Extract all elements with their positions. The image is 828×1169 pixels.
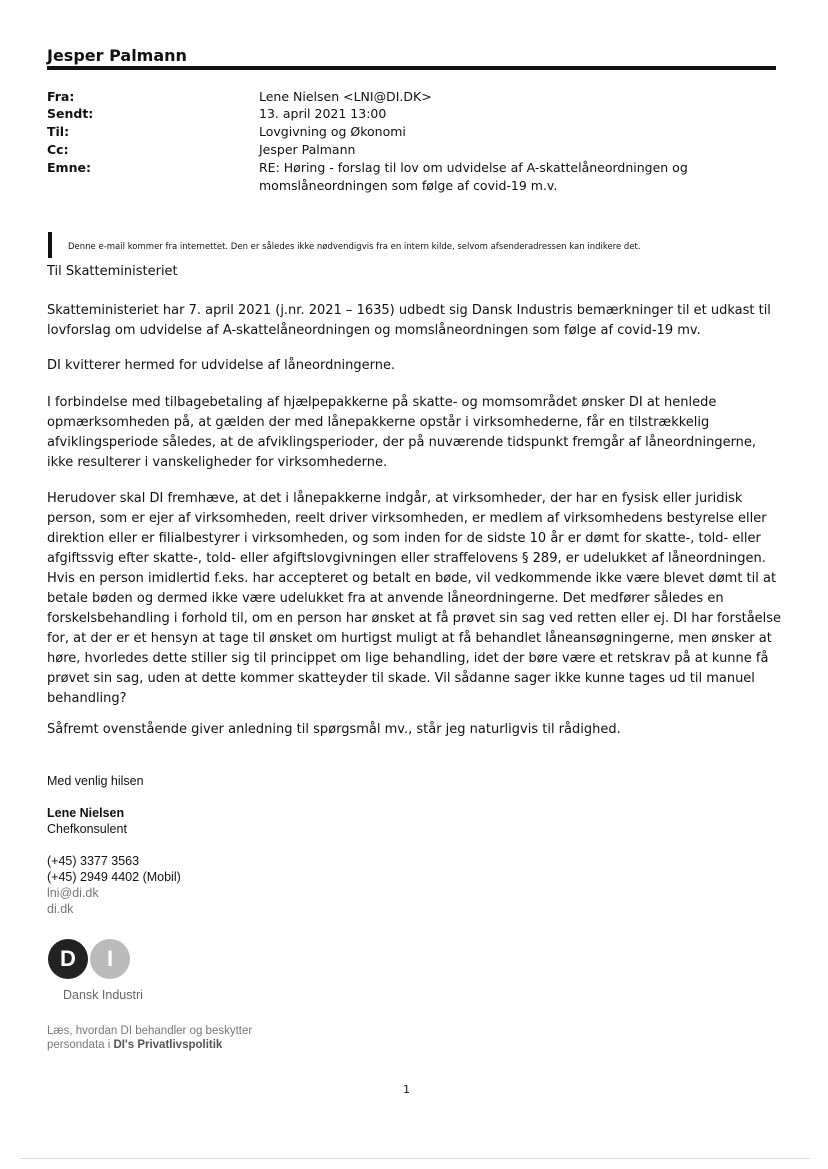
sent-value: 13. april 2021 13:00 — [259, 106, 387, 121]
cc-label: Cc: — [47, 142, 69, 157]
privacy-prefix: persondata i — [47, 1039, 114, 1051]
di-logo-d — [48, 939, 88, 979]
privacy-notice — [47, 1024, 252, 1052]
page-bottom-rule — [20, 1158, 810, 1159]
body-paragraph: I forbindelse med tilbagebetaling af hjælpepakkerne på skatte- og momsområdet ønsker DI at henlede opmærksomheden på, at gælden der med lånepakkerne opstår i virksomhederne, får en tilstrækkelig afviklingsperiode således, at de afviklingsperioder, der på nuværende tidspunkt fremgår af låneordningerne, ikke resulterer i vanskeligheder for virksomhederne. — [47, 395, 757, 470]
page-number: 1 — [403, 1083, 410, 1096]
privacy-line2 — [47, 1038, 252, 1052]
logo-caption: Dansk Industri — [63, 988, 143, 1002]
salutation: Til Skatteministeriet — [47, 264, 178, 279]
sender-name: Lene Nielsen — [47, 806, 125, 820]
external-notice-bar — [48, 232, 52, 258]
cc-value: Jesper Palmann — [259, 142, 356, 157]
logo-letter-d: D — [60, 946, 76, 971]
body-paragraph: DI kvitterer hermed for udvidelse af låneordningerne. — [47, 358, 396, 373]
closing: Med venlig hilsen — [47, 774, 144, 788]
body-paragraph: Herudover skal DI fremhæve, at det i lånepakkerne indgår, at virksomheder, der har en fysisk eller juridisk person, som er ejer af virksomheden, reelt driver virksomheden, er medlem af virksomhedens bestyrelse eller direktion eller er filialbestyrer i virksomheden, og som inden for de sidste 10 år er dømt for skatte-, told- eller afgiftssvig efter skatte-, told- eller afgiftslovgivningen eller straffelovens § 289, er udelukket af låneordningen. Hvis en person imidlertid f.eks. har accepteret og betalt en bøde, vil vedkommende ikke være blevet dømt til at betale bøden og dermed ikke være udelukket fra at anvende låneordningerne. Det medfører således en forskelsbehandling i forhold til, om en person har ønsket at få prøvet sin sag ved retten eller ej. DI har forståelse for, at der er et hensyn at tage til ønsket om hurtigst muligt at få behandlet låneansøgningerne, men ønsker at høre, hvorledes dette stiller sig til princippet om lige behandling, idet der børe være et retskrav på at kunne få prøvet sin sag, uden at dette kommer skatteyder til skade. Vil sådanne sager ikke kunne tages ud til manuel behandling? — [47, 491, 782, 706]
from-label: Fra: — [47, 89, 75, 104]
sender-title: Chefkonsulent — [47, 822, 127, 836]
sender-phone: (+45) 3377 3563 — [47, 854, 140, 868]
header-rule — [47, 66, 776, 70]
sender-mobile: (+45) 2949 4402 (Mobil) — [47, 870, 181, 884]
sent-label: Sendt: — [47, 106, 94, 121]
subject-value: RE: Høring - forslag til lov om udvidelse af A-skattelåneordningen og — [259, 160, 688, 175]
body-paragraph: Såfremt ovenstående giver anledning til spørgsmål mv., står jeg naturligvis til rådighed. — [47, 722, 621, 737]
to-value: Lovgivning og Økonomi — [259, 124, 406, 139]
subject-value-line2: momslåneordningen som følge af covid-19 m.v. — [259, 178, 558, 193]
privacy-line1: Læs, hvordan DI behandler og beskytter — [47, 1025, 253, 1037]
document-owner-name: Jesper Palmann — [47, 46, 187, 65]
external-email-notice: Denne e-mail kommer fra internettet. Den er således ikke nødvendigvis fra en intern kilde, selvom afsenderadressen kan indikere det. — [68, 242, 641, 252]
to-label: Til: — [47, 124, 70, 139]
privacy-policy-link[interactable]: DI's Privatlivspolitik — [113, 1039, 223, 1051]
website-link[interactable]: di.dk — [47, 902, 74, 916]
subject-label: Emne: — [47, 160, 91, 175]
logo-letter-i: I — [106, 946, 114, 971]
body-paragraph: Skatteministeriet har 7. april 2021 (j.nr. 2021 – 1635) udbedt sig Dansk Industris bemærkninger til et udkast til lovforslag om udvidelse af A-skattelåneordningen og momslåneordningen som følge af covid-19 mv. — [47, 303, 771, 338]
from-value: Lene Nielsen <LNI@DI.DK> — [259, 89, 432, 104]
sender-email-link[interactable]: lni@di.dk — [47, 886, 99, 900]
di-logo-i — [90, 939, 130, 979]
